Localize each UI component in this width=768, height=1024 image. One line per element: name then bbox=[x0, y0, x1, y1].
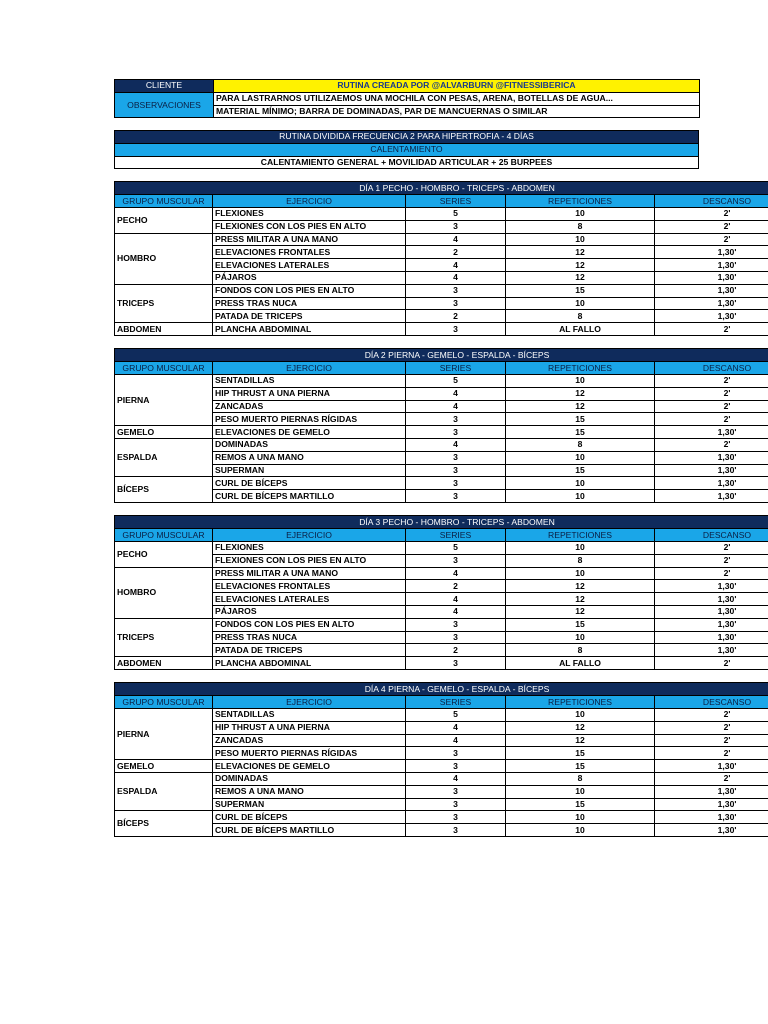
exercise-cell: ELEVACIONES FRONTALES bbox=[213, 246, 406, 259]
series-cell: 3 bbox=[406, 618, 506, 631]
exercise-cell: HIP THRUST A UNA PIERNA bbox=[213, 387, 406, 400]
rest-column-header: DESCANSO bbox=[655, 696, 768, 709]
muscle-group-cell: HOMBRO bbox=[115, 233, 213, 284]
reps-cell: 15 bbox=[506, 426, 655, 439]
table-row bbox=[115, 631, 768, 644]
day-table bbox=[114, 181, 768, 336]
reps-cell: 15 bbox=[506, 760, 655, 773]
group-column-header: GRUPO MUSCULAR bbox=[115, 362, 213, 375]
table-row bbox=[115, 438, 768, 451]
day-title: DÍA 3 PECHO - HOMBRO - TRICEPS - ABDOMEN bbox=[115, 516, 768, 529]
rest-cell: 1,30' bbox=[655, 477, 768, 490]
rest-cell: 1,30' bbox=[655, 631, 768, 644]
rest-cell: 2' bbox=[655, 220, 768, 233]
series-cell: 2 bbox=[406, 644, 506, 657]
reps-cell: 8 bbox=[506, 438, 655, 451]
muscle-group-cell: ABDOMEN bbox=[115, 657, 213, 670]
reps-cell: 10 bbox=[506, 709, 655, 722]
reps-cell: 10 bbox=[506, 631, 655, 644]
exercise-column-header: EJERCICIO bbox=[213, 696, 406, 709]
exercise-cell: ELEVACIONES LATERALES bbox=[213, 259, 406, 272]
table-row bbox=[115, 464, 768, 477]
rest-cell: 1,30' bbox=[655, 259, 768, 272]
series-column-header: SERIES bbox=[406, 362, 506, 375]
client-label: CLIENTE bbox=[115, 80, 214, 93]
exercise-cell: PRESS TRAS NUCA bbox=[213, 297, 406, 310]
exercise-cell: ELEVACIONES DE GEMELO bbox=[213, 760, 406, 773]
reps-cell: 15 bbox=[506, 798, 655, 811]
muscle-group-cell: PIERNA bbox=[115, 709, 213, 760]
table-row bbox=[115, 785, 768, 798]
muscle-group-cell: ESPALDA bbox=[115, 438, 213, 476]
rest-cell: 1,30' bbox=[655, 464, 768, 477]
table-row bbox=[115, 798, 768, 811]
table-row bbox=[115, 284, 768, 297]
reps-cell: 12 bbox=[506, 605, 655, 618]
series-cell: 4 bbox=[406, 259, 506, 272]
table-row bbox=[115, 387, 768, 400]
client-header-table bbox=[114, 79, 700, 118]
rest-cell: 1,30' bbox=[655, 605, 768, 618]
exercise-cell: CURL DE BÍCEPS MARTILLO bbox=[213, 490, 406, 503]
rest-cell: 2' bbox=[655, 438, 768, 451]
table-row bbox=[115, 734, 768, 747]
group-column-header: GRUPO MUSCULAR bbox=[115, 696, 213, 709]
reps-cell: 12 bbox=[506, 734, 655, 747]
reps-cell: 10 bbox=[506, 490, 655, 503]
rest-cell: 2' bbox=[655, 657, 768, 670]
table-row bbox=[115, 477, 768, 490]
reps-cell: 8 bbox=[506, 220, 655, 233]
series-cell: 4 bbox=[406, 400, 506, 413]
muscle-group-cell: TRICEPS bbox=[115, 618, 213, 656]
table-row bbox=[115, 824, 768, 837]
reps-cell: 15 bbox=[506, 747, 655, 760]
series-cell: 4 bbox=[406, 271, 506, 284]
exercise-cell: DOMINADAS bbox=[213, 438, 406, 451]
exercise-cell: ELEVACIONES FRONTALES bbox=[213, 580, 406, 593]
table-row bbox=[115, 657, 768, 670]
table-row bbox=[115, 721, 768, 734]
table-row bbox=[115, 375, 768, 388]
table-row bbox=[115, 567, 768, 580]
reps-cell: 12 bbox=[506, 400, 655, 413]
reps-cell: AL FALLO bbox=[506, 323, 655, 336]
exercise-cell: FONDOS CON LOS PIES EN ALTO bbox=[213, 618, 406, 631]
reps-cell: 15 bbox=[506, 618, 655, 631]
observation-line: PARA LASTRARNOS UTILIZAEMOS UNA MOCHILA CON PESAS, ARENA, BOTELLAS DE AGUA... bbox=[214, 92, 700, 105]
series-cell: 2 bbox=[406, 580, 506, 593]
rest-cell: 1,30' bbox=[655, 284, 768, 297]
series-cell: 4 bbox=[406, 387, 506, 400]
rest-cell: 1,30' bbox=[655, 798, 768, 811]
observation-line: MATERIAL MÍNIMO; BARRA DE DOMINADAS, PAR DE MANCUERNAS O SIMILAR bbox=[214, 105, 700, 118]
exercise-column-header: EJERCICIO bbox=[213, 362, 406, 375]
day-title: DÍA 1 PECHO - HOMBRO - TRICEPS - ABDOMEN bbox=[115, 182, 768, 195]
exercise-cell: FLEXIONES CON LOS PIES EN ALTO bbox=[213, 220, 406, 233]
series-cell: 3 bbox=[406, 657, 506, 670]
group-column-header: GRUPO MUSCULAR bbox=[115, 529, 213, 542]
rest-cell: 2' bbox=[655, 721, 768, 734]
reps-cell: 8 bbox=[506, 644, 655, 657]
rest-cell: 2' bbox=[655, 375, 768, 388]
table-row bbox=[115, 246, 768, 259]
table-row bbox=[115, 644, 768, 657]
reps-cell: 8 bbox=[506, 772, 655, 785]
exercise-cell: HIP THRUST A UNA PIERNA bbox=[213, 721, 406, 734]
series-cell: 4 bbox=[406, 772, 506, 785]
day-table bbox=[114, 515, 768, 670]
series-cell: 3 bbox=[406, 464, 506, 477]
series-cell: 3 bbox=[406, 798, 506, 811]
series-cell: 4 bbox=[406, 567, 506, 580]
table-row bbox=[115, 605, 768, 618]
exercise-cell: PATADA DE TRICEPS bbox=[213, 310, 406, 323]
exercise-cell: PÁJAROS bbox=[213, 271, 406, 284]
exercise-cell: ELEVACIONES DE GEMELO bbox=[213, 426, 406, 439]
table-row bbox=[115, 413, 768, 426]
table-row bbox=[115, 772, 768, 785]
muscle-group-cell: TRICEPS bbox=[115, 284, 213, 322]
rest-cell: 2' bbox=[655, 734, 768, 747]
series-cell: 3 bbox=[406, 785, 506, 798]
reps-column-header: REPETICIONES bbox=[506, 696, 655, 709]
exercise-cell: DOMINADAS bbox=[213, 772, 406, 785]
warmup-label: CALENTAMIENTO bbox=[115, 143, 699, 156]
series-cell: 3 bbox=[406, 451, 506, 464]
exercise-cell: REMOS A UNA MANO bbox=[213, 451, 406, 464]
table-row bbox=[115, 220, 768, 233]
exercise-cell: SENTADILLAS bbox=[213, 375, 406, 388]
reps-cell: 10 bbox=[506, 542, 655, 555]
reps-cell: 12 bbox=[506, 271, 655, 284]
series-cell: 4 bbox=[406, 438, 506, 451]
reps-cell: 12 bbox=[506, 580, 655, 593]
table-row bbox=[115, 323, 768, 336]
rest-cell: 2' bbox=[655, 323, 768, 336]
series-cell: 3 bbox=[406, 220, 506, 233]
rest-cell: 2' bbox=[655, 233, 768, 246]
muscle-group-cell: PECHO bbox=[115, 208, 213, 234]
series-cell: 5 bbox=[406, 375, 506, 388]
muscle-group-cell: GEMELO bbox=[115, 426, 213, 439]
rest-cell: 2' bbox=[655, 413, 768, 426]
rest-cell: 1,30' bbox=[655, 644, 768, 657]
muscle-group-cell: ESPALDA bbox=[115, 772, 213, 810]
reps-column-header: REPETICIONES bbox=[506, 529, 655, 542]
rest-cell: 1,30' bbox=[655, 811, 768, 824]
routine-info-table bbox=[114, 130, 699, 169]
rest-cell: 1,30' bbox=[655, 593, 768, 606]
rest-cell: 1,30' bbox=[655, 297, 768, 310]
table-row bbox=[115, 490, 768, 503]
rest-cell: 1,30' bbox=[655, 785, 768, 798]
series-cell: 3 bbox=[406, 554, 506, 567]
exercise-cell: ZANCADAS bbox=[213, 734, 406, 747]
rest-cell: 1,30' bbox=[655, 451, 768, 464]
day-title: DÍA 4 PIERNA - GEMELO - ESPALDA - BÍCEPS bbox=[115, 683, 768, 696]
reps-cell: 15 bbox=[506, 464, 655, 477]
exercise-cell: PRESS TRAS NUCA bbox=[213, 631, 406, 644]
series-cell: 3 bbox=[406, 323, 506, 336]
day-table bbox=[114, 348, 768, 503]
rest-cell: 1,30' bbox=[655, 490, 768, 503]
muscle-group-cell: BÍCEPS bbox=[115, 811, 213, 837]
rest-cell: 1,30' bbox=[655, 580, 768, 593]
series-cell: 5 bbox=[406, 542, 506, 555]
reps-cell: 12 bbox=[506, 259, 655, 272]
exercise-cell: CURL DE BÍCEPS bbox=[213, 811, 406, 824]
reps-cell: 10 bbox=[506, 567, 655, 580]
exercise-cell: SUPERMAN bbox=[213, 798, 406, 811]
exercise-column-header: EJERCICIO bbox=[213, 529, 406, 542]
exercise-cell: FLEXIONES bbox=[213, 208, 406, 221]
rest-cell: 1,30' bbox=[655, 426, 768, 439]
exercise-cell: FLEXIONES bbox=[213, 542, 406, 555]
rest-cell: 1,30' bbox=[655, 824, 768, 837]
table-row bbox=[115, 233, 768, 246]
table-row bbox=[115, 747, 768, 760]
reps-cell: 10 bbox=[506, 375, 655, 388]
table-row bbox=[115, 259, 768, 272]
routine-title: RUTINA DIVIDIDA FRECUENCIA 2 PARA HIPERTROFIA - 4 DÍAS bbox=[115, 131, 699, 144]
day-table bbox=[114, 682, 768, 837]
rest-cell: 2' bbox=[655, 542, 768, 555]
series-cell: 3 bbox=[406, 477, 506, 490]
rest-column-header: DESCANSO bbox=[655, 362, 768, 375]
rest-column-header: DESCANSO bbox=[655, 529, 768, 542]
exercise-cell: FLEXIONES CON LOS PIES EN ALTO bbox=[213, 554, 406, 567]
exercise-cell: PRESS MILITAR A UNA MANO bbox=[213, 233, 406, 246]
exercise-cell: PESO MUERTO PIERNAS RÍGIDAS bbox=[213, 747, 406, 760]
warmup-description: CALENTAMIENTO GENERAL + MOVILIDAD ARTICULAR + 25 BURPEES bbox=[115, 156, 699, 169]
exercise-cell: ELEVACIONES LATERALES bbox=[213, 593, 406, 606]
exercise-column-header: EJERCICIO bbox=[213, 195, 406, 208]
table-row bbox=[115, 297, 768, 310]
reps-cell: 10 bbox=[506, 233, 655, 246]
muscle-group-cell: PECHO bbox=[115, 542, 213, 568]
table-row bbox=[115, 451, 768, 464]
exercise-cell: SENTADILLAS bbox=[213, 709, 406, 722]
reps-cell: 15 bbox=[506, 413, 655, 426]
muscle-group-cell: HOMBRO bbox=[115, 567, 213, 618]
exercise-cell: PRESS MILITAR A UNA MANO bbox=[213, 567, 406, 580]
series-column-header: SERIES bbox=[406, 696, 506, 709]
exercise-cell: CURL DE BÍCEPS MARTILLO bbox=[213, 824, 406, 837]
exercise-cell: CURL DE BÍCEPS bbox=[213, 477, 406, 490]
reps-cell: 12 bbox=[506, 246, 655, 259]
series-cell: 4 bbox=[406, 734, 506, 747]
rest-cell: 2' bbox=[655, 554, 768, 567]
series-cell: 2 bbox=[406, 310, 506, 323]
series-cell: 5 bbox=[406, 208, 506, 221]
reps-cell: 12 bbox=[506, 721, 655, 734]
reps-cell: 15 bbox=[506, 284, 655, 297]
reps-cell: 10 bbox=[506, 811, 655, 824]
exercise-cell: REMOS A UNA MANO bbox=[213, 785, 406, 798]
table-row bbox=[115, 208, 768, 221]
table-row bbox=[115, 760, 768, 773]
reps-cell: 10 bbox=[506, 824, 655, 837]
exercise-cell: PÁJAROS bbox=[213, 605, 406, 618]
exercise-cell: PESO MUERTO PIERNAS RÍGIDAS bbox=[213, 413, 406, 426]
series-cell: 3 bbox=[406, 413, 506, 426]
table-row bbox=[115, 426, 768, 439]
series-cell: 2 bbox=[406, 246, 506, 259]
series-cell: 4 bbox=[406, 721, 506, 734]
series-cell: 3 bbox=[406, 811, 506, 824]
series-cell: 3 bbox=[406, 426, 506, 439]
series-cell: 4 bbox=[406, 605, 506, 618]
muscle-group-cell: ABDOMEN bbox=[115, 323, 213, 336]
reps-column-header: REPETICIONES bbox=[506, 195, 655, 208]
rest-cell: 1,30' bbox=[655, 246, 768, 259]
rest-cell: 2' bbox=[655, 387, 768, 400]
exercise-cell: PLANCHA ABDOMINAL bbox=[213, 657, 406, 670]
rest-cell: 1,30' bbox=[655, 310, 768, 323]
table-row bbox=[115, 618, 768, 631]
reps-cell: 10 bbox=[506, 451, 655, 464]
muscle-group-cell: PIERNA bbox=[115, 375, 213, 426]
table-row bbox=[115, 310, 768, 323]
reps-cell: 10 bbox=[506, 208, 655, 221]
rest-cell: 2' bbox=[655, 567, 768, 580]
rest-cell: 1,30' bbox=[655, 271, 768, 284]
day-title: DÍA 2 PIERNA - GEMELO - ESPALDA - BÍCEPS bbox=[115, 349, 768, 362]
series-cell: 5 bbox=[406, 709, 506, 722]
reps-cell: 10 bbox=[506, 477, 655, 490]
rest-cell: 2' bbox=[655, 400, 768, 413]
series-cell: 3 bbox=[406, 284, 506, 297]
reps-column-header: REPETICIONES bbox=[506, 362, 655, 375]
rest-column-header: DESCANSO bbox=[655, 195, 768, 208]
reps-cell: AL FALLO bbox=[506, 657, 655, 670]
series-cell: 4 bbox=[406, 593, 506, 606]
reps-cell: 10 bbox=[506, 785, 655, 798]
rest-cell: 1,30' bbox=[655, 618, 768, 631]
observations-label: OBSERVACIONES bbox=[115, 92, 214, 118]
series-column-header: SERIES bbox=[406, 529, 506, 542]
exercise-cell: FONDOS CON LOS PIES EN ALTO bbox=[213, 284, 406, 297]
series-cell: 3 bbox=[406, 490, 506, 503]
exercise-cell: PATADA DE TRICEPS bbox=[213, 644, 406, 657]
table-row bbox=[115, 271, 768, 284]
rest-cell: 2' bbox=[655, 747, 768, 760]
rest-cell: 1,30' bbox=[655, 760, 768, 773]
rest-cell: 2' bbox=[655, 772, 768, 785]
routine-author: RUTINA CREADA POR @ALVARBURN @FITNESSIBERICA bbox=[214, 80, 700, 93]
group-column-header: GRUPO MUSCULAR bbox=[115, 195, 213, 208]
exercise-cell: SUPERMAN bbox=[213, 464, 406, 477]
reps-cell: 8 bbox=[506, 554, 655, 567]
table-row bbox=[115, 580, 768, 593]
exercise-cell: ZANCADAS bbox=[213, 400, 406, 413]
series-cell: 3 bbox=[406, 631, 506, 644]
reps-cell: 12 bbox=[506, 593, 655, 606]
rest-cell: 2' bbox=[655, 709, 768, 722]
muscle-group-cell: BÍCEPS bbox=[115, 477, 213, 503]
reps-cell: 8 bbox=[506, 310, 655, 323]
exercise-cell: PLANCHA ABDOMINAL bbox=[213, 323, 406, 336]
series-cell: 3 bbox=[406, 747, 506, 760]
reps-cell: 10 bbox=[506, 297, 655, 310]
rest-cell: 2' bbox=[655, 208, 768, 221]
muscle-group-cell: GEMELO bbox=[115, 760, 213, 773]
table-row bbox=[115, 593, 768, 606]
table-row bbox=[115, 542, 768, 555]
series-cell: 3 bbox=[406, 760, 506, 773]
table-row bbox=[115, 400, 768, 413]
series-cell: 3 bbox=[406, 824, 506, 837]
table-row bbox=[115, 811, 768, 824]
reps-cell: 12 bbox=[506, 387, 655, 400]
table-row bbox=[115, 709, 768, 722]
table-row bbox=[115, 554, 768, 567]
series-cell: 3 bbox=[406, 297, 506, 310]
series-column-header: SERIES bbox=[406, 195, 506, 208]
series-cell: 4 bbox=[406, 233, 506, 246]
